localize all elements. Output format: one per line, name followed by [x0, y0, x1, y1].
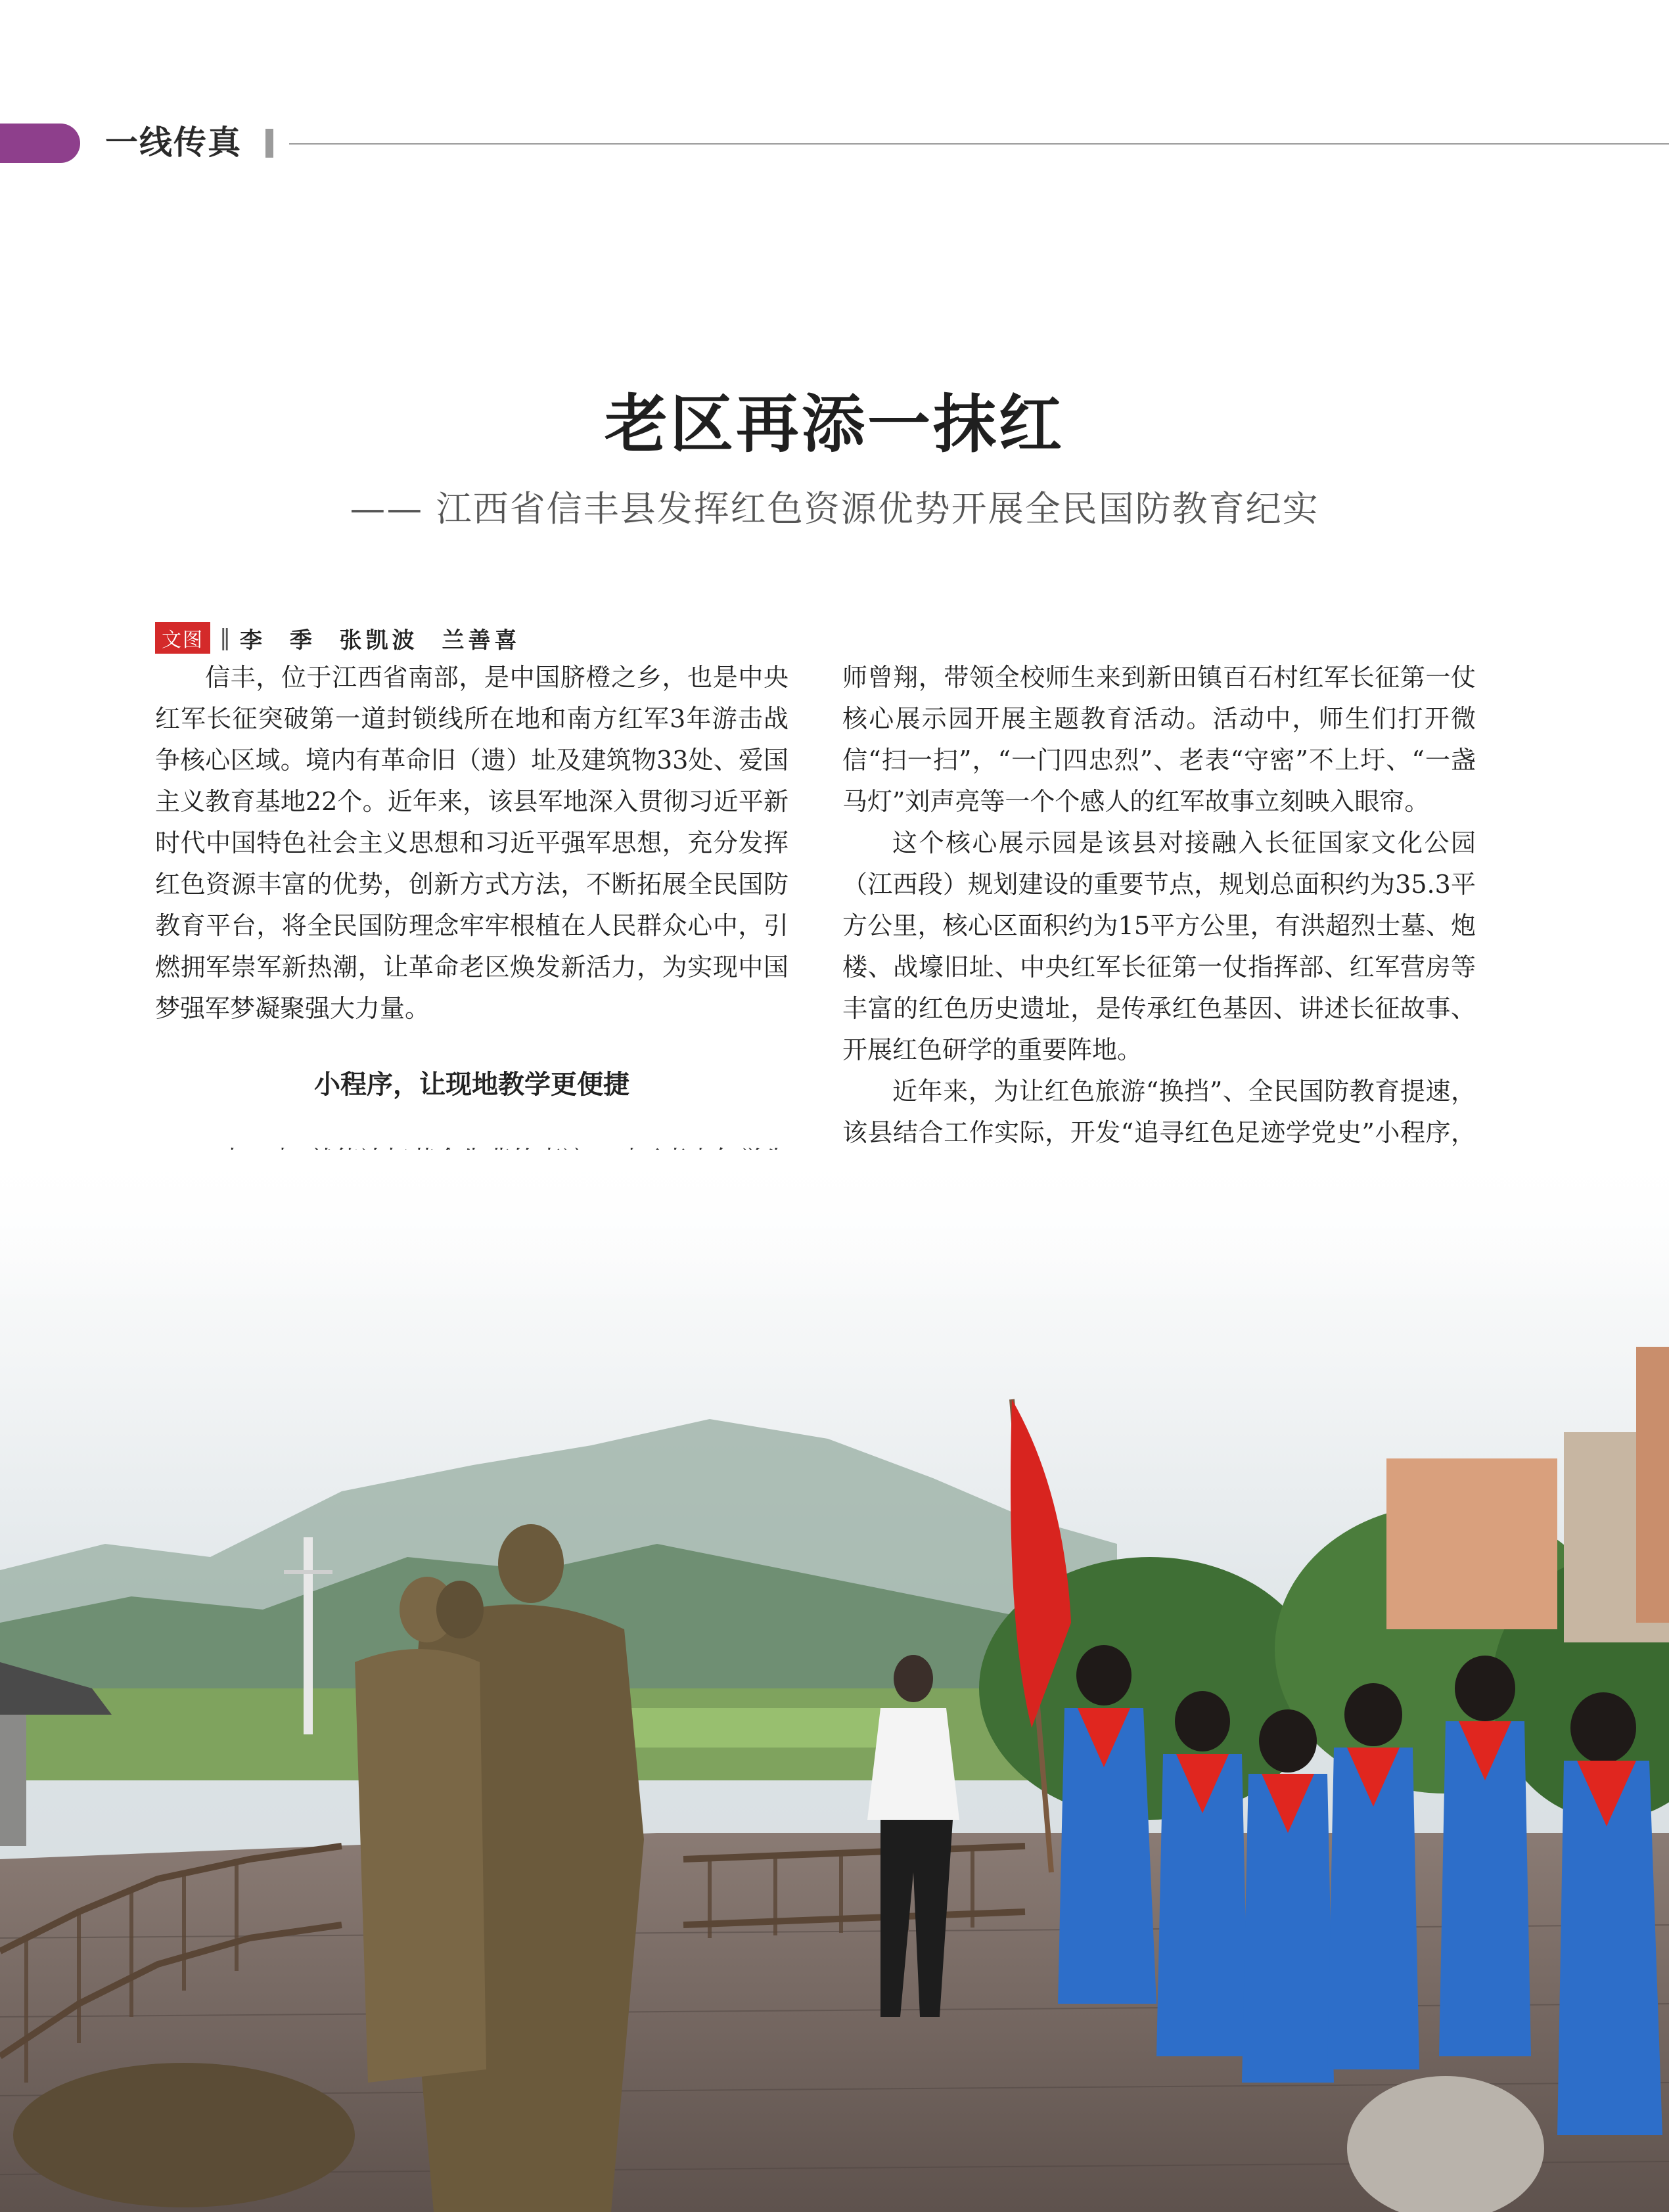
paragraph: 师曾翔，带领全校师生来到新田镇百石村红军长征第一仗核心展示园开展主题教育活动。活动中，师生们打开微信“扫一扫”，“一门四忠烈”、老表“守密”不上圩、“一盏马灯”刘声亮等一个个感人的红军故事立刻映入眼帘。	[842, 663, 1476, 816]
section-label-bar	[265, 129, 273, 158]
article-photo	[0, 1150, 1669, 2212]
paragraph: 近年来，为让红色旅游“换挡”、全民国防教育提速，该县结合工作实际，开发“追寻红色足迹学党史”小程序，	[842, 1077, 1476, 1147]
section-label: 一线传真	[105, 124, 242, 162]
byline-tag: 文图	[155, 622, 210, 654]
byline	[155, 621, 521, 654]
paragraph: 信丰，位于江西省南部，是中国脐橙之乡，也是中央红军长征突破第一道封锁线所在地和南方红军3年游击战争核心区域。境内有革命旧（遗）址及建筑物33处、爱国主义教育基地22个。近年来，该县军地深入贯彻习近平新时代中国特色社会主义思想和习近平强军思想，充分发挥红色资源丰富的优势，创新方式方法，不断拓展全民国防教育平台，将全民国防理念牢牢根植在人民群众心中，引燃拥军崇军新热潮，让革命老区焕发新活力，为实现中国梦强军梦凝聚强大力量。	[155, 663, 789, 1023]
section-accent-pill	[0, 124, 80, 163]
article-title: 老区再添一抹红	[605, 388, 1064, 461]
header-rule	[289, 143, 1669, 145]
section-heading: 小程序，让现地教学更便捷	[314, 1070, 629, 1100]
article-subtitle: —— 江西省信丰县发挥红色资源优势开展全民国防教育纪实	[350, 488, 1319, 530]
paragraph: 这个核心展示园是该县对接融入长征国家文化公园（江西段）规划建设的重要节点，规划总面积约为35.3平方公里，核心区面积约为15平方公里，有洪超烈士墓、炮楼、战壕旧址、中央红军长征第一仗指挥部、红军营房等丰富的红色历史遗址，是传承红色基因、讲述长征故事、开展红色研学的重要阵地。	[842, 828, 1476, 1064]
byline-authors: 李 季 张凯波 兰善喜	[240, 627, 521, 654]
byline-separator: ‖	[219, 625, 231, 651]
photo-illustration	[0, 1150, 1669, 2212]
